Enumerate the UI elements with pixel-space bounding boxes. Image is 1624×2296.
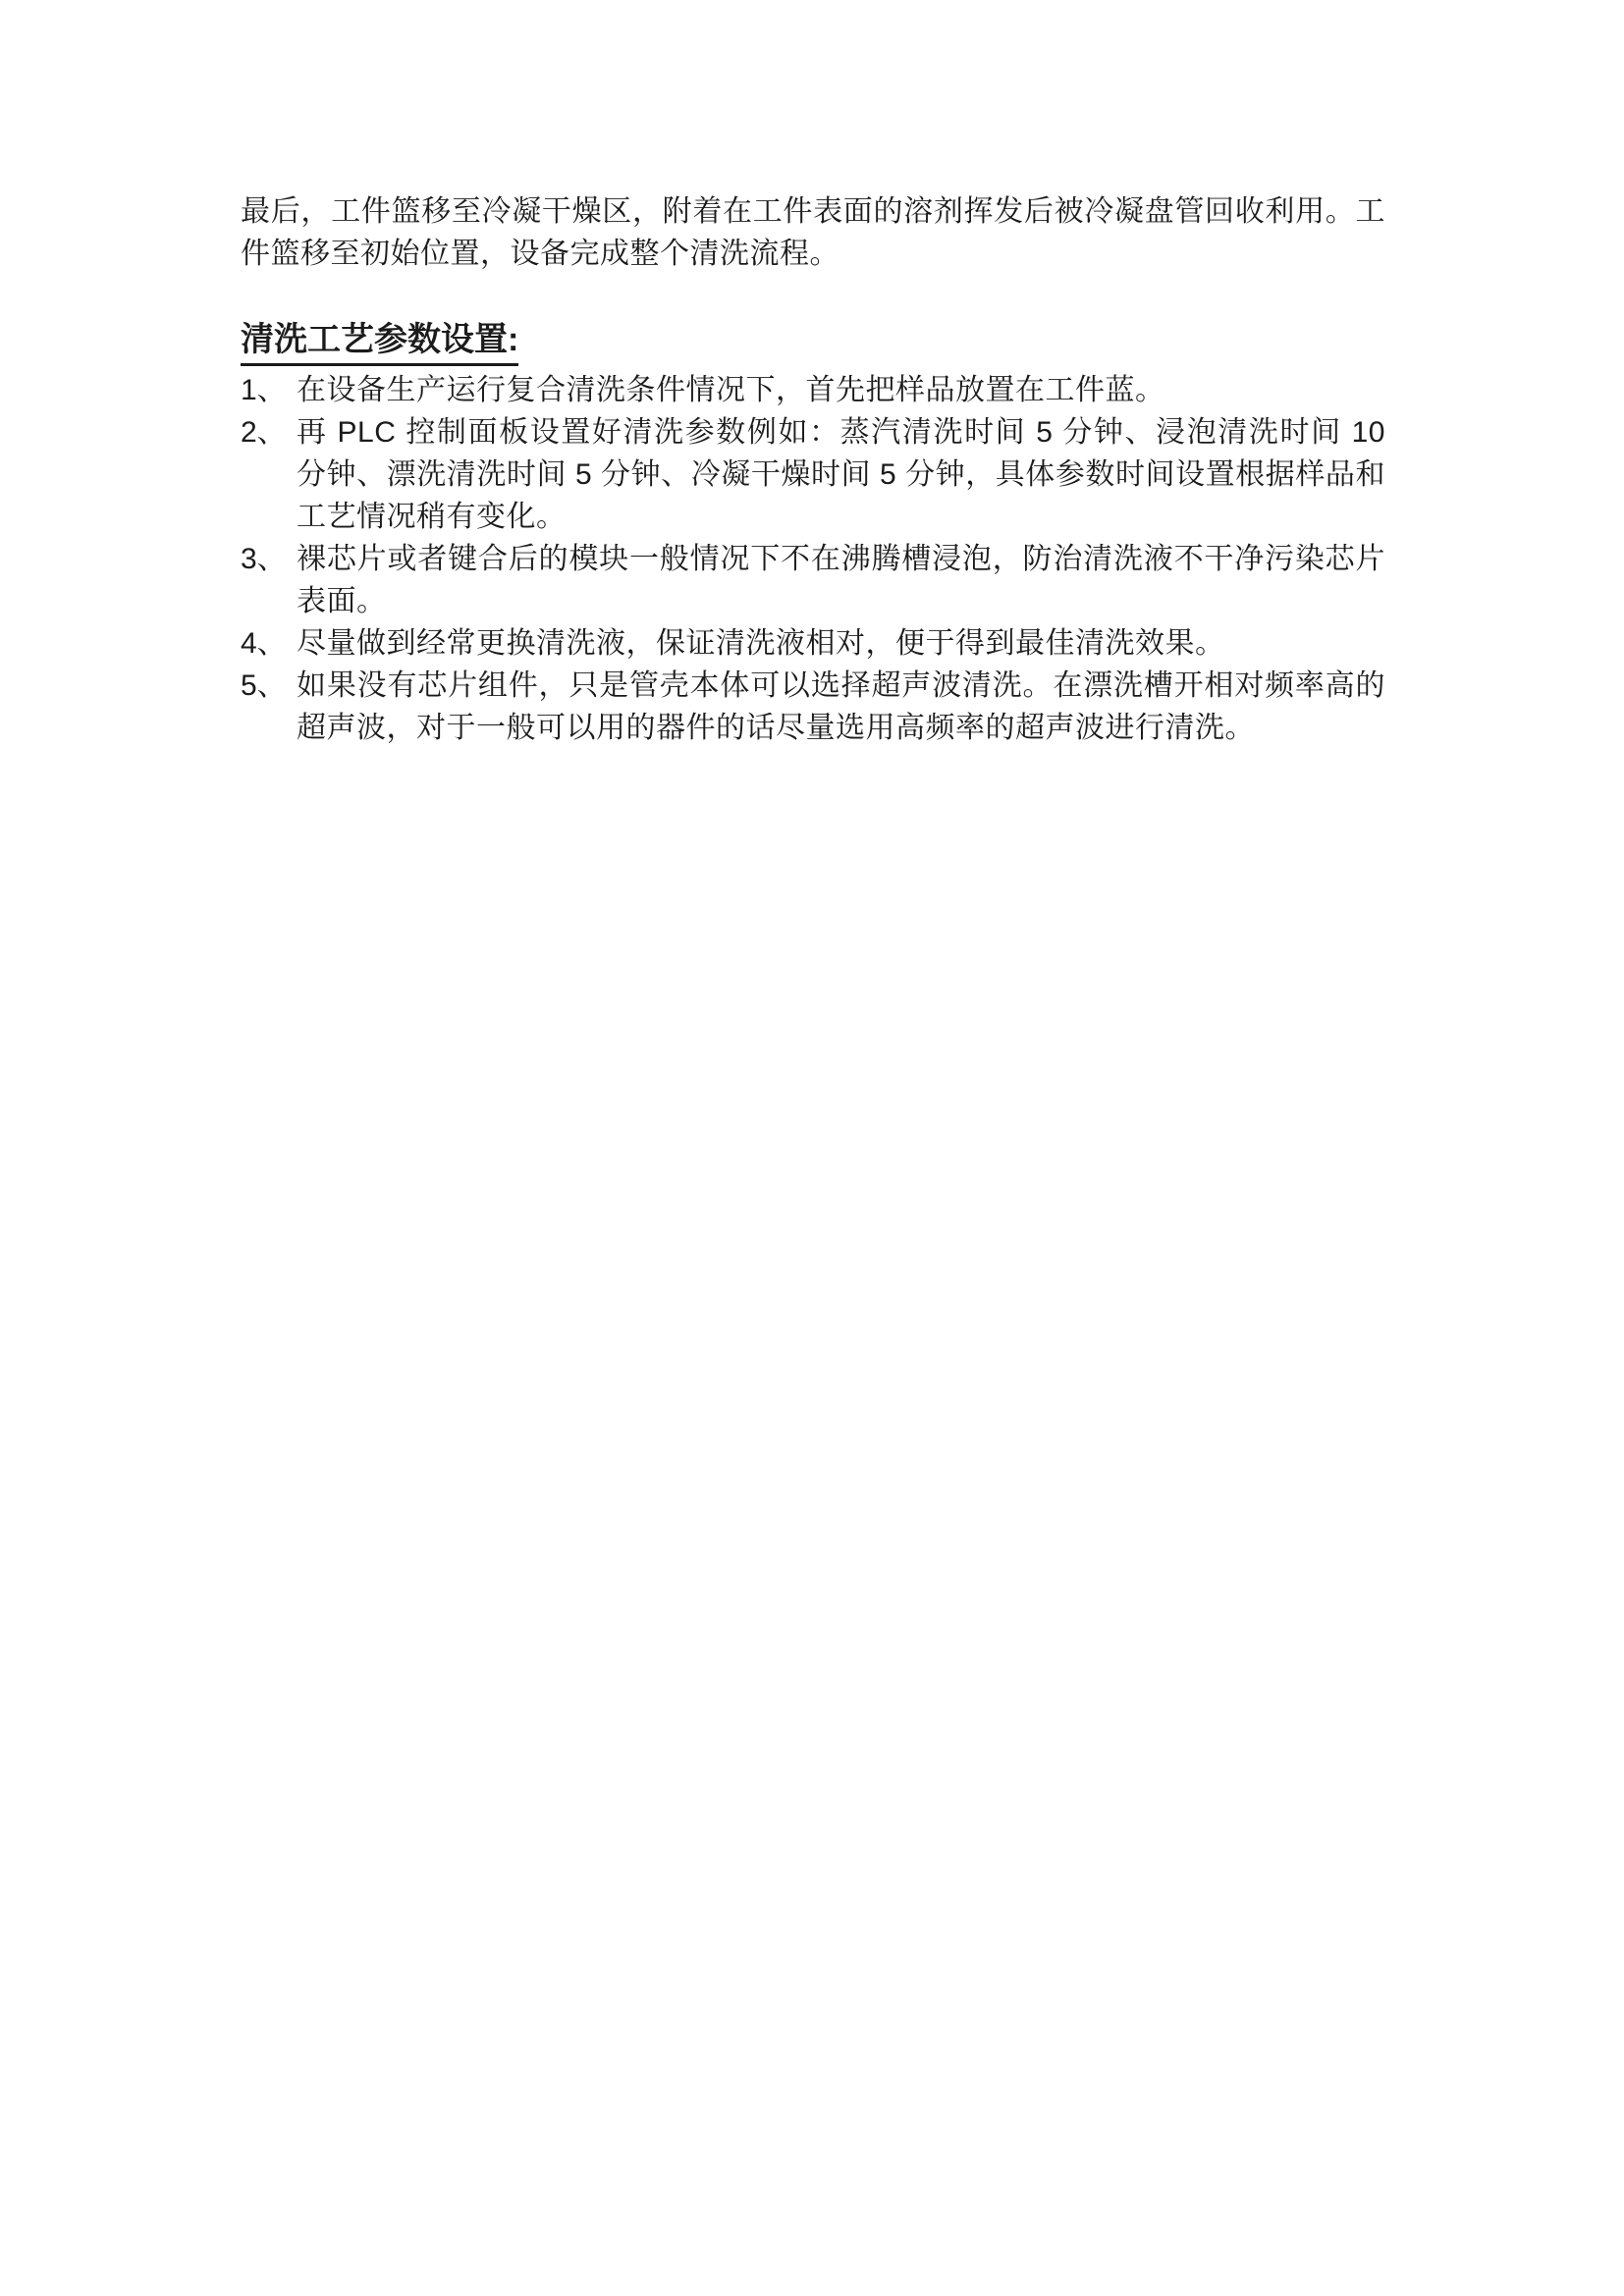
list-item <box>241 369 1385 411</box>
list-item-number: 1、 <box>241 374 287 406</box>
list-item <box>241 411 1385 538</box>
list-item-text: 在设备生产运行复合清洗条件情况下，首先把样品放置在工件蓝。 <box>297 374 1165 406</box>
list-item-text: 如果没有芯片组件，只是管壳本体可以选择超声波清洗。在漂洗槽开相对频率高的超声波，对于一般可以用的器件的话尽量选用高频率的超声波进行清洗。 <box>297 669 1385 744</box>
section-heading <box>241 317 1385 366</box>
list-item <box>241 538 1385 622</box>
list-item-text: 尽量做到经常更换清洗液，保证清洗液相对，便于得到最佳清洗效果。 <box>297 627 1225 660</box>
list-item-number: 4、 <box>241 627 287 660</box>
section-heading-text: 清洗工艺参数设置: <box>241 317 518 366</box>
list-item <box>241 622 1385 665</box>
list-item <box>241 665 1385 749</box>
document-content <box>241 190 1385 749</box>
list-item-text: 再 PLC 控制面板设置好清洗参数例如：蒸汽清洗时间 5 分钟、浸泡清洗时间 10 分钟、漂洗清洗时间 5 分钟、冷凝干燥时间 5 分钟，具体参数时间设置根据样品和工艺情况稍有变化。 <box>297 416 1385 533</box>
list-item-number: 5、 <box>241 669 287 702</box>
list-item-number: 3、 <box>241 543 287 575</box>
paragraph-closing: 最后，工件篮移至冷凝干燥区，附着在工件表面的溶剂挥发后被冷凝盘管回收利用。工件篮移至初始位置，设备完成整个清洗流程。 <box>241 195 1385 270</box>
list-item-text: 裸芯片或者键合后的模块一般情况下不在沸腾槽浸泡，防治清洗液不干净污染芯片表面。 <box>297 543 1385 617</box>
list-item-number: 2、 <box>241 416 287 449</box>
parameter-list <box>241 369 1385 749</box>
